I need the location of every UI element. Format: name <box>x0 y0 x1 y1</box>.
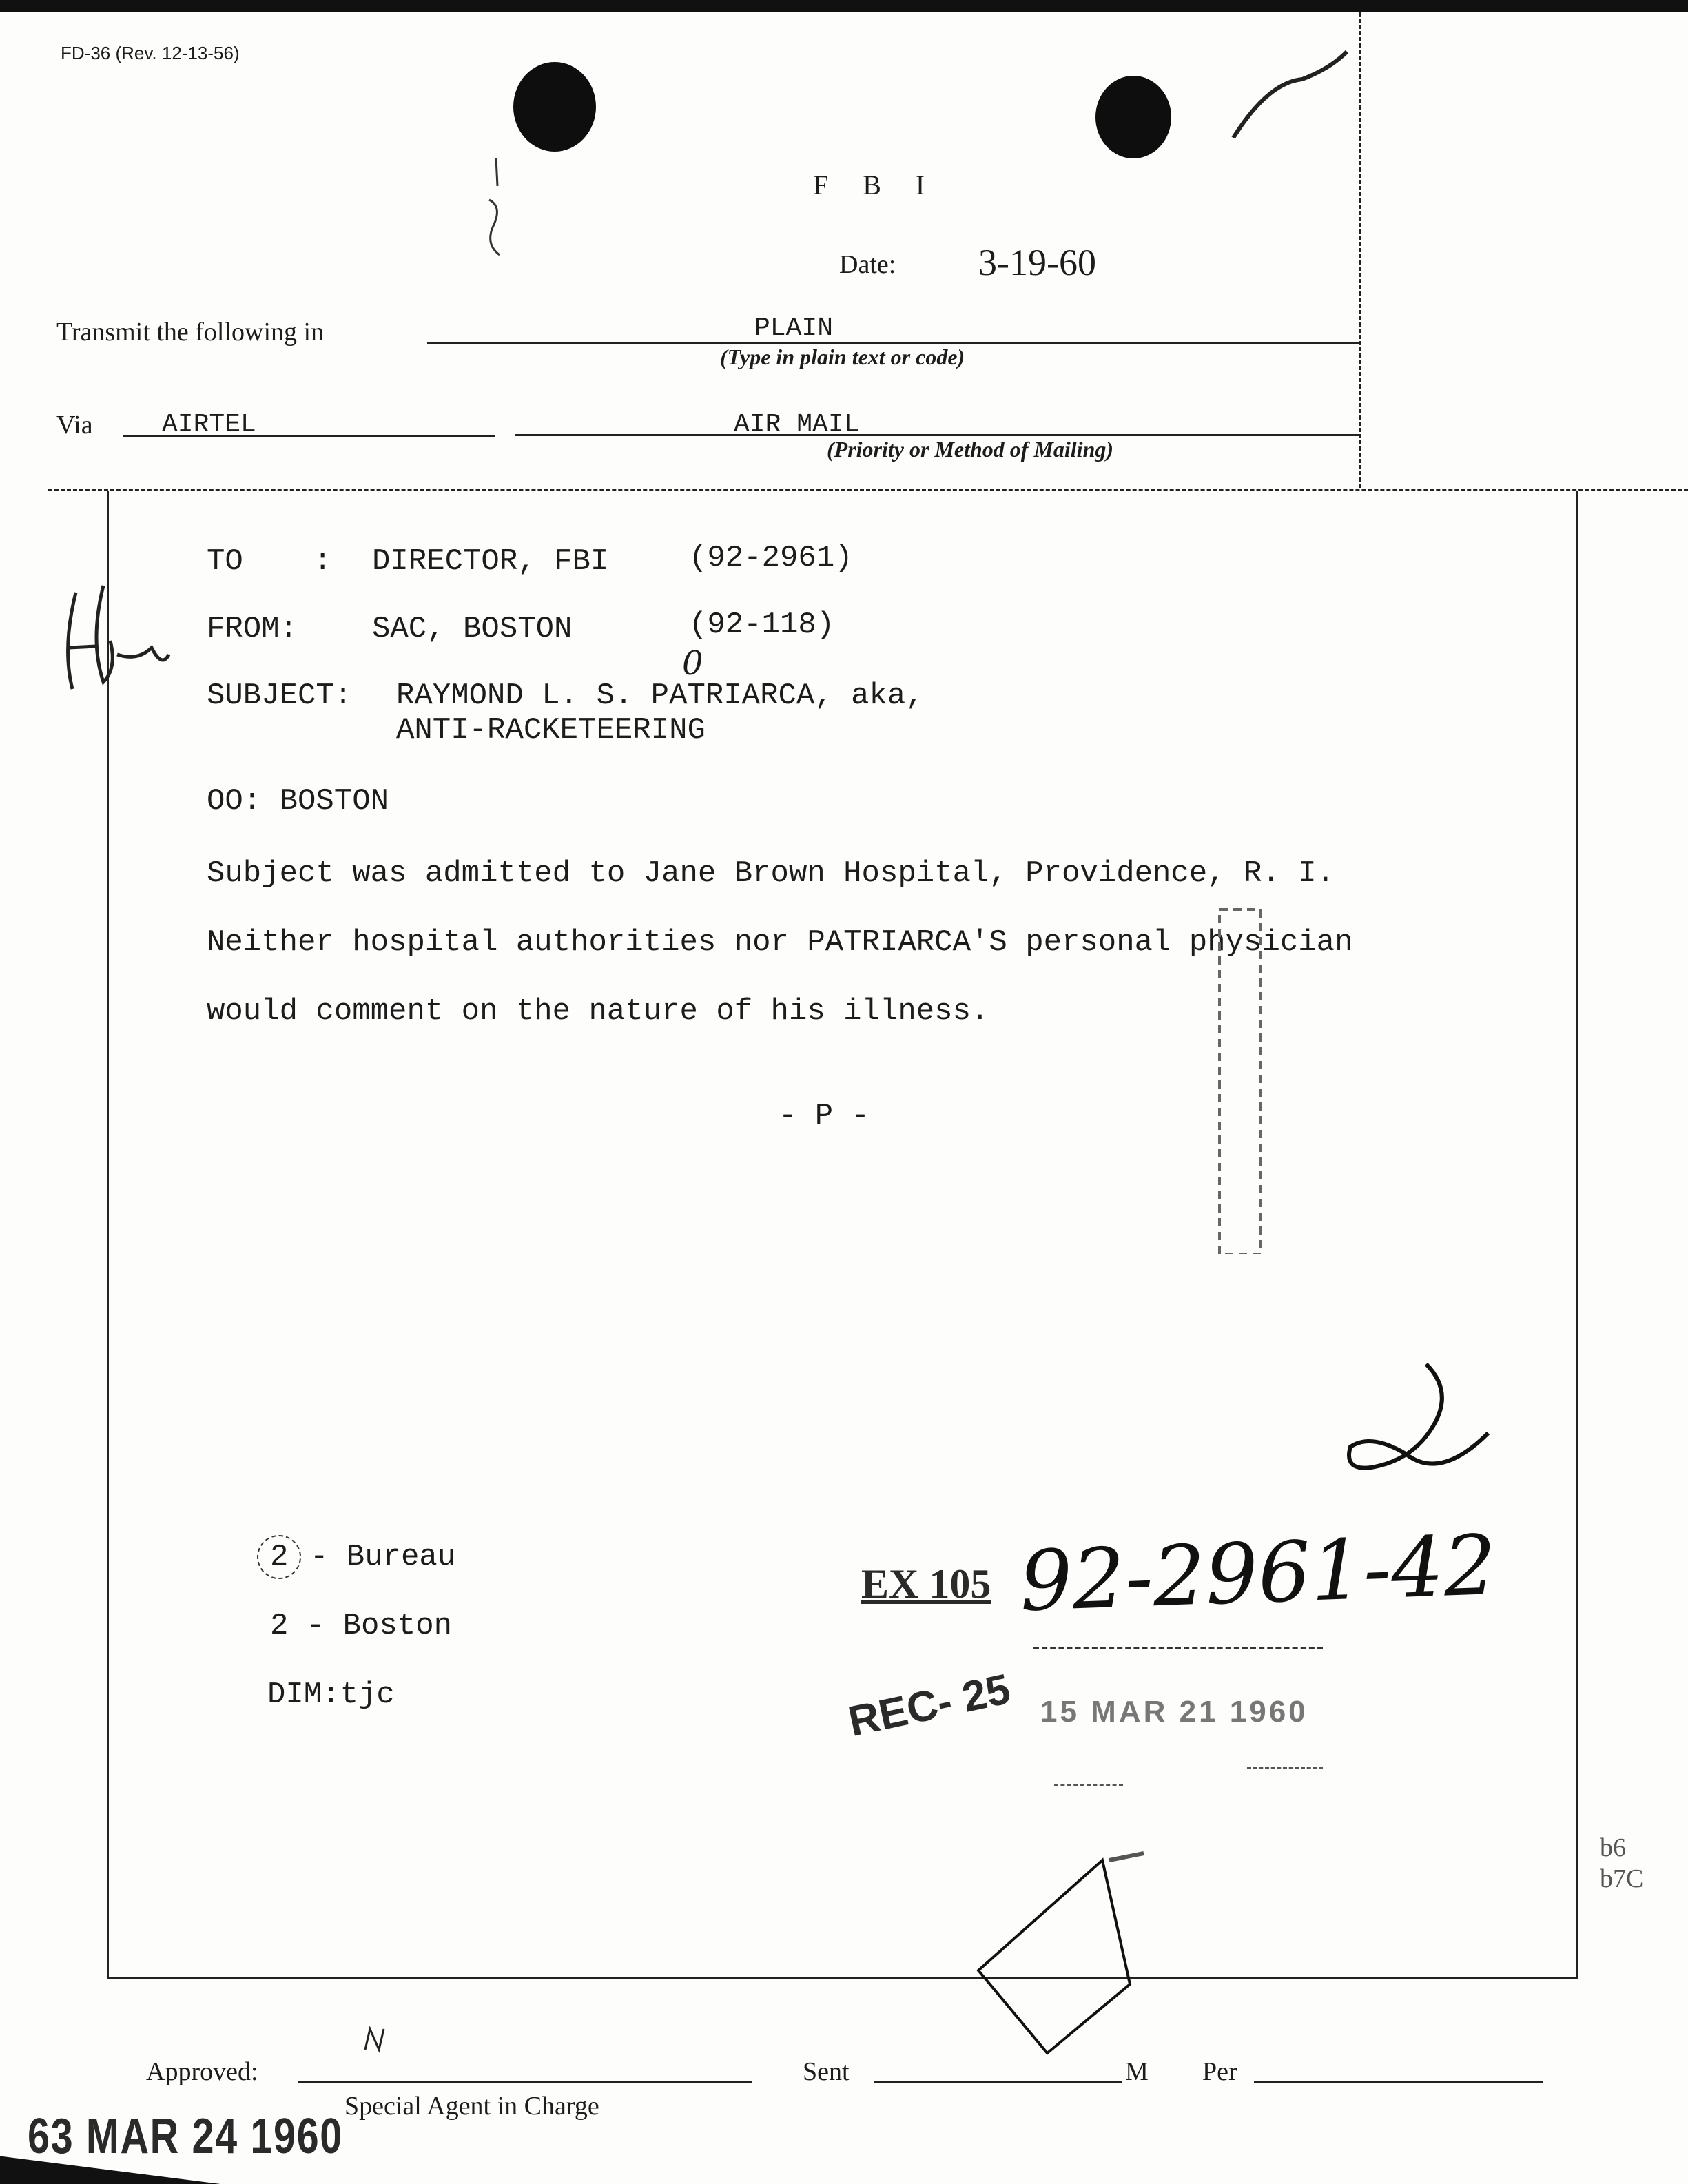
per-line <box>1254 2081 1543 2083</box>
date-value: 3-19-60 <box>978 242 1096 283</box>
sent-label: Sent <box>803 2057 850 2086</box>
top-border <box>0 0 1688 12</box>
handwritten-initials-left <box>48 565 172 703</box>
stamp-dashes <box>1054 1784 1123 1786</box>
mailing-value: AIR MAIL <box>734 410 860 440</box>
sent-line <box>874 2081 1122 2083</box>
frame-left <box>107 491 109 1979</box>
handwritten-scrawl-top-right <box>1226 41 1350 145</box>
distribution-bureau: - Bureau <box>310 1540 456 1574</box>
distribution-boston: 2 - Boston <box>270 1609 453 1643</box>
punch-hole-right <box>1095 76 1171 158</box>
page-marker: - P - <box>779 1099 870 1133</box>
to-file-number: (92-2961) <box>689 541 853 575</box>
mailing-line <box>515 434 1359 436</box>
transmit-hint: (Type in plain text or code) <box>720 344 965 369</box>
received-date-stamp: 15 MAR 21 1960 <box>1040 1695 1308 1729</box>
approved-title: Special Agent in Charge <box>344 2092 599 2121</box>
bottom-date-stamp: 63 MAR 24 1960 <box>28 2109 343 2164</box>
date-label: Date: <box>839 250 896 279</box>
file-number-underline <box>1033 1647 1323 1649</box>
to-separator: : <box>313 544 332 579</box>
rec-stamp: REC- 25 <box>844 1665 1015 1746</box>
m-label: M <box>1125 2057 1149 2086</box>
subject-line-2: ANTI-RACKETEERING <box>396 713 706 748</box>
file-number: 92-2961-42 <box>1018 1517 1499 1631</box>
stamp-dashes-right <box>1247 1767 1323 1769</box>
transmit-label: Transmit the following in <box>56 318 325 347</box>
transmit-value: PLAIN <box>754 313 834 343</box>
frame-bottom <box>107 1977 1578 1979</box>
subject-line-1: RAYMOND L. S. PATRIARCA, aka, <box>396 679 924 713</box>
from-handwritten-mark: 0 <box>682 644 703 683</box>
routing-stamp-outline <box>965 1846 1171 2067</box>
office-of-origin: OO: BOSTON <box>207 784 389 818</box>
from-value: SAC, BOSTON <box>372 612 573 646</box>
approved-initial-mark <box>362 2026 389 2060</box>
rotated-rec-stamp <box>1213 896 1290 1254</box>
approved-line <box>298 2081 752 2083</box>
to-value: DIRECTOR, FBI <box>372 544 609 579</box>
exemption-b7c: b7C <box>1600 1864 1644 1893</box>
ex-stamp: EX 105 <box>861 1561 991 1607</box>
subject-label: SUBJECT: <box>207 679 353 713</box>
body-line-1: Subject was admitted to Jane Brown Hospital, Providence, R. I. <box>207 856 1335 891</box>
form-id: FD-36 (Rev. 12-13-56) <box>61 43 240 63</box>
frame-right <box>1576 491 1578 1979</box>
punch-hole-left <box>513 62 596 152</box>
via-label: Via <box>56 411 93 440</box>
body-line-2: Neither hospital authorities nor PATRIARCA'S personal physician <box>207 925 1353 960</box>
exemption-b6: b6 <box>1600 1833 1626 1862</box>
handwritten-signature-right <box>1330 1350 1509 1509</box>
via-value: AIRTEL <box>162 410 256 440</box>
header-right-border <box>1359 12 1361 488</box>
from-label: FROM: <box>207 612 298 646</box>
header-separator <box>48 489 1688 491</box>
approved-label: Approved: <box>146 2057 258 2086</box>
per-label: Per <box>1202 2057 1237 2086</box>
stamp-impression <box>1213 896 1275 1254</box>
agency-name: F B I <box>813 169 939 200</box>
transmit-line <box>427 342 1359 344</box>
typist-initials: DIM:tjc <box>267 1678 395 1712</box>
handwritten-mark-top <box>475 152 517 262</box>
to-label: TO <box>207 544 243 579</box>
from-file-number: (92-118) <box>689 608 835 642</box>
approved-handwritten-mark <box>362 2026 389 2053</box>
body-line-3: would comment on the nature of his illness. <box>207 994 989 1029</box>
distribution-count: 2 <box>270 1540 289 1574</box>
mailing-hint: (Priority or Method of Mailing) <box>827 437 1114 462</box>
